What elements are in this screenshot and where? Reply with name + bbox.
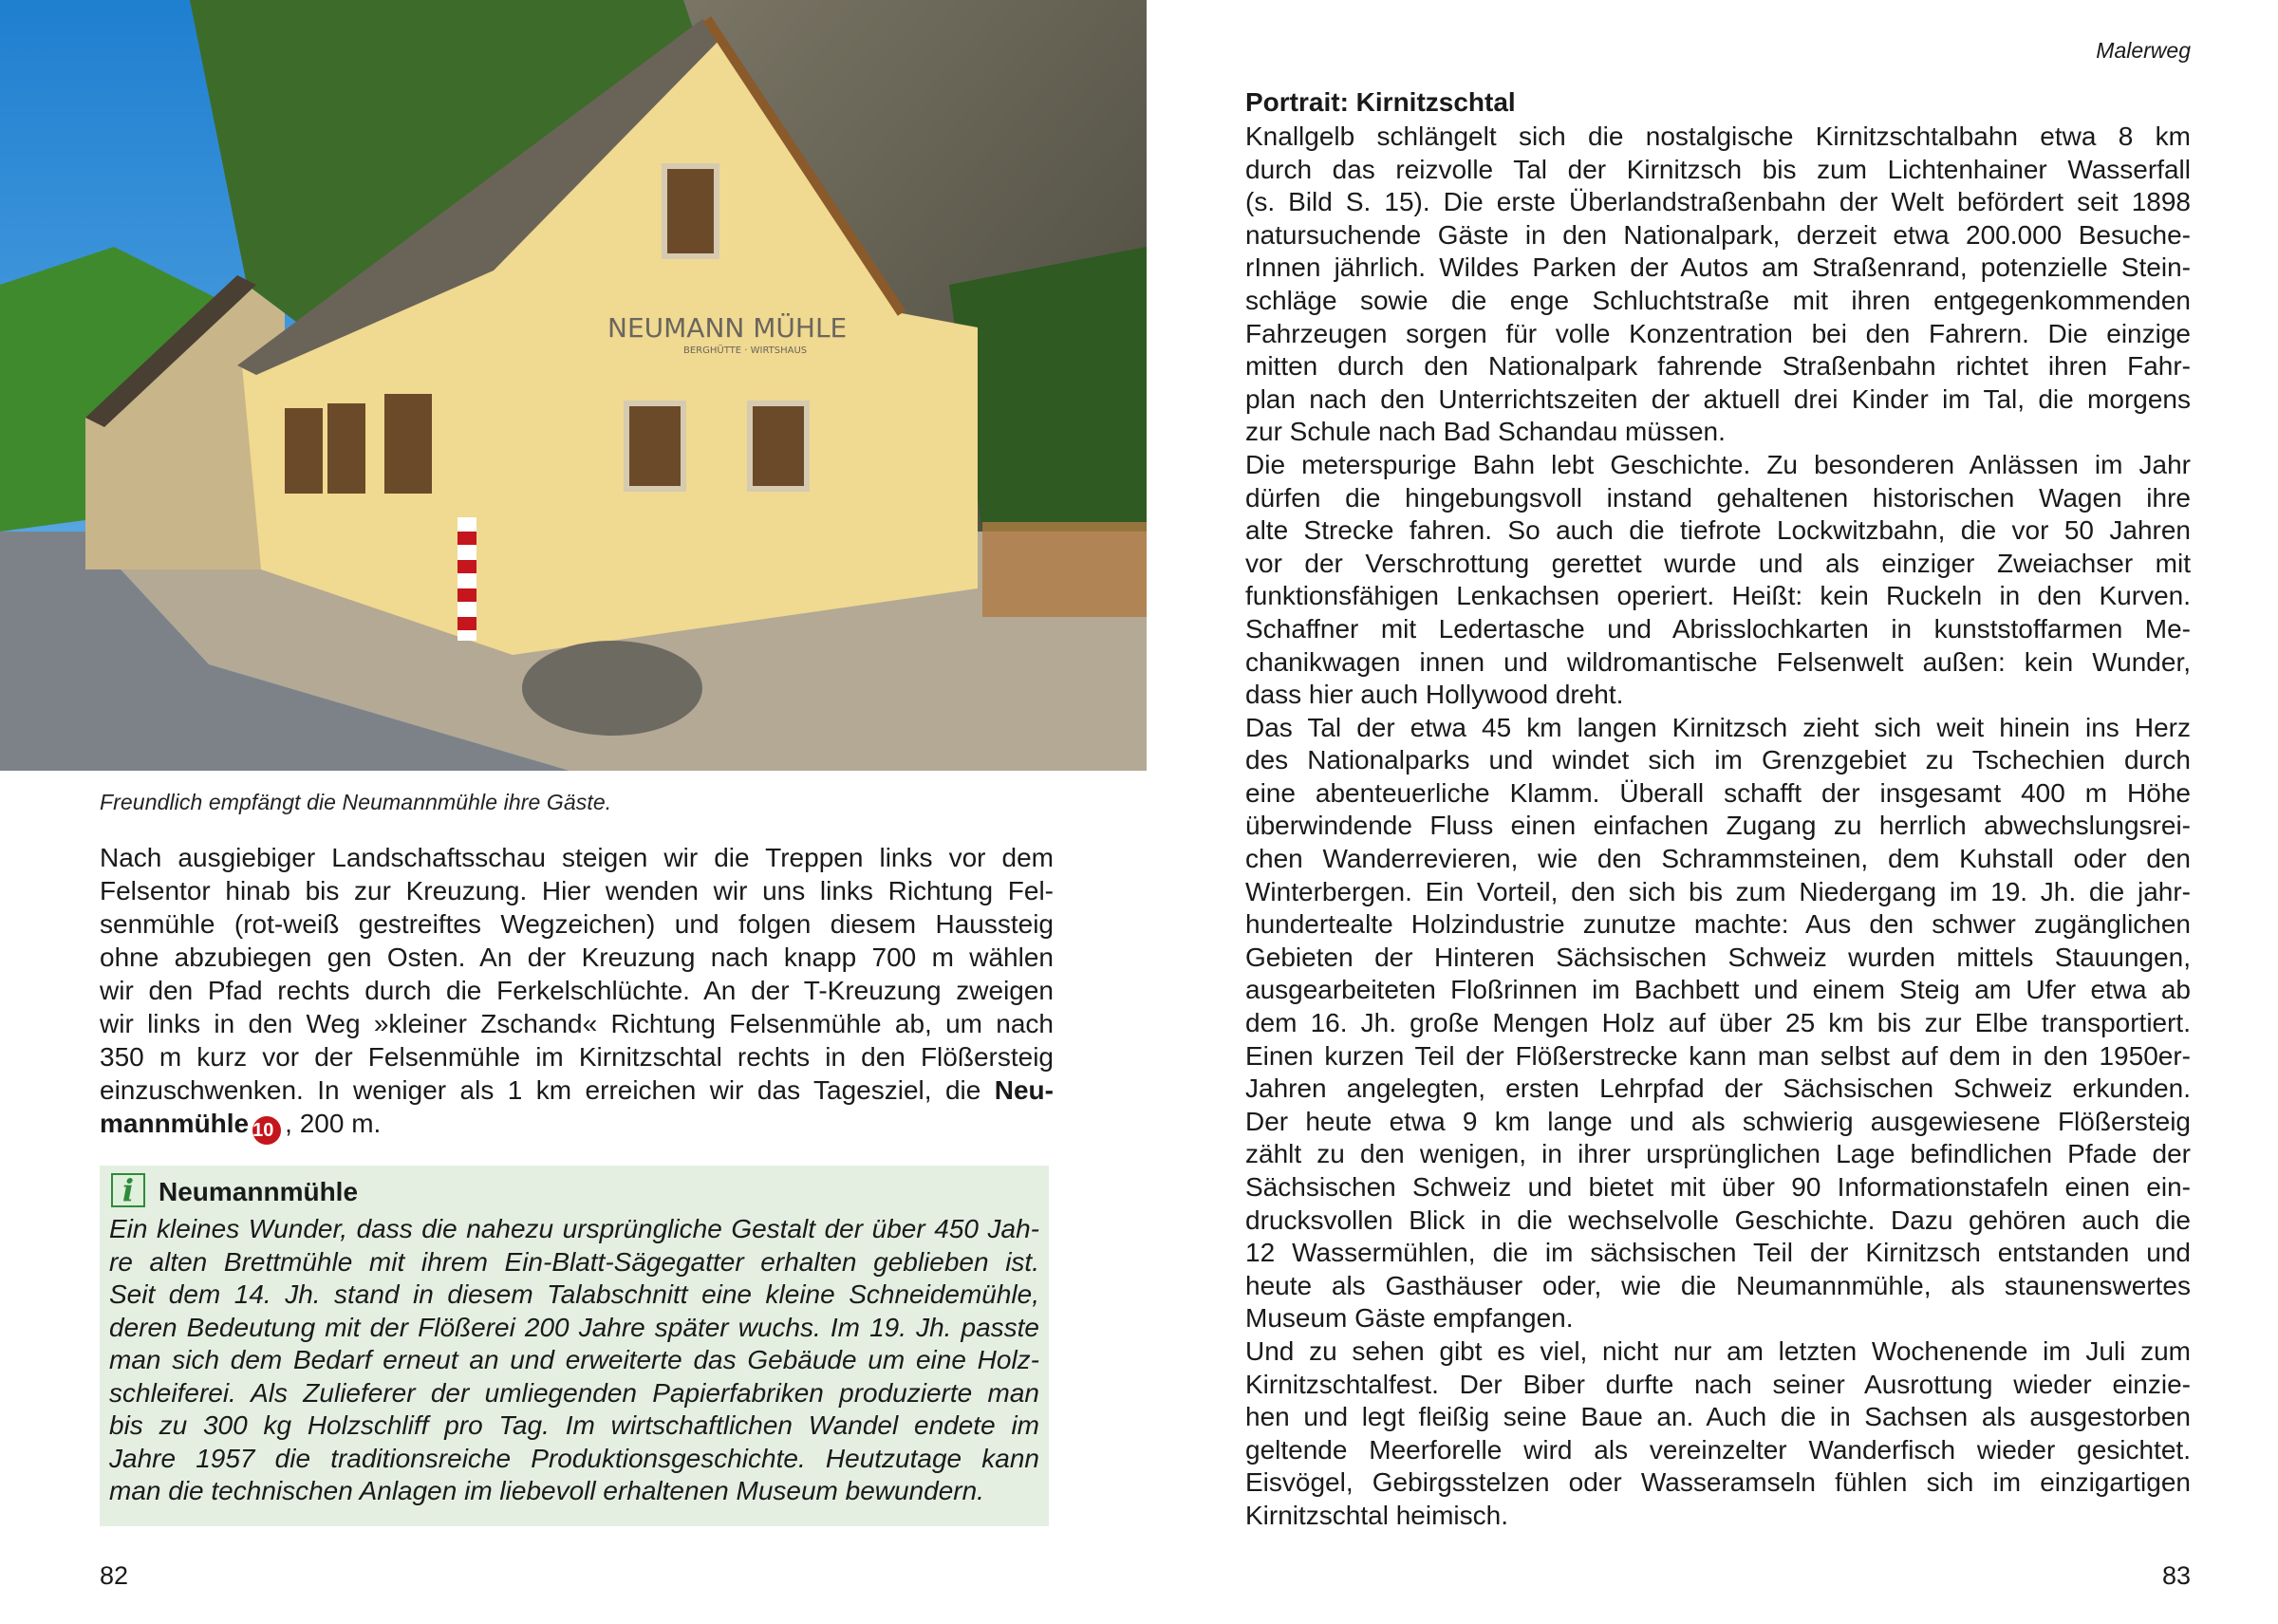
text-line: drucksvollen Blick in die wechselvolle Geschichte. Dazu gehören auch die bbox=[1245, 1204, 2191, 1235]
running-head: Malerweg bbox=[2096, 38, 2191, 63]
text-line: hen und legt fleißig seine Baue an. Auch die in Sachsen als ausgestorben bbox=[1245, 1402, 2191, 1432]
text-line: des Nationalparks und windet sich im Grenzgebiet zu Tschechien durch bbox=[1245, 745, 2191, 775]
text-line bbox=[100, 1107, 1054, 1145]
window bbox=[626, 403, 683, 489]
photo-neumannmuehle bbox=[0, 0, 1147, 771]
text-line: heute als Gasthäuser oder, wie die Neumannmühle, als staunenswertes bbox=[1245, 1270, 2191, 1300]
text-line: Nach ausgiebiger Landschaftsschau steigen wir die Treppen links vor dem bbox=[100, 843, 1054, 872]
text-line: Museum Gäste empfangen. bbox=[1245, 1303, 1574, 1334]
text-line: dass hier auch Hollywood dreht. bbox=[1245, 680, 1624, 710]
text-line: 350 m kurz vor der Felsenmühle im Kirnitzschtal rechts in den Flößersteig bbox=[100, 1042, 1054, 1072]
post-stripe bbox=[457, 532, 476, 545]
text-line: Seit dem 14. Jh. stand in diesem Talabschnitt eine kleine Schneidemühle, bbox=[109, 1279, 1039, 1309]
sign-subtext: BERGHÜTTE · WIRTSHAUS bbox=[683, 345, 808, 356]
text-line: Einen kurzen Teil der Flößerstrecke kann man selbst auf dem in den 1950er- bbox=[1245, 1040, 2191, 1071]
window bbox=[750, 403, 807, 489]
text-line: Winterbergen. Ein Vorteil, den sich bis zum Niedergang im 19. Jh. die jahr- bbox=[1245, 876, 2191, 906]
text-line: Gebieten der Hinteren Sächsischen Schweiz wurden mittels Stauungen, bbox=[1245, 942, 2191, 972]
section-heading: Portrait: Kirnitzschtal bbox=[1245, 87, 1516, 117]
text-line: plan nach den Unterrichtszeiten der aktuell drei Kinder im Tal, die morgens bbox=[1245, 383, 2191, 414]
text-line: Jahren angelegten, ersten Lehrpfad der Sächsischen Schweiz erkunden. bbox=[1245, 1073, 2191, 1104]
waypoint-marker: 10 bbox=[252, 1116, 281, 1145]
text-line: chanikwagen innen und wildromantische Felsenwelt außen: kein Wunder, bbox=[1245, 646, 2191, 677]
text-line: Sächsischen Schweiz und bietet mit über 90 Informationstafeln einen ein- bbox=[1245, 1172, 2191, 1202]
text-line: (s. Bild S. 15). Die erste Überlandstraßenbahn der Welt befördert seit 1898 bbox=[1245, 187, 2191, 217]
post-stripe bbox=[457, 617, 476, 630]
text-line: alte Strecke fahren. So auch die tiefrote Lockwitzbahn, die vor 50 Jahren bbox=[1245, 515, 2191, 546]
text-line: Der heute etwa 9 km lange und als schwierig ausgewiesene Flößersteig bbox=[1245, 1106, 2191, 1136]
text-line: 12 Wassermühlen, die im sächsischen Teil der Kirnitzsch entstanden und bbox=[1245, 1238, 2191, 1268]
destination-name: mannmühle bbox=[100, 1109, 250, 1138]
text-line: hundertealte Holzindustrie zunutze machte: Aus den schwer zugänglichen bbox=[1245, 909, 2191, 940]
text-line: re alten Brettmühle mit ihrem Ein-Blatt-Sägegatter erhalten geblieben ist. bbox=[109, 1246, 1039, 1277]
photo-illustration bbox=[0, 0, 1147, 771]
text-line: Jahre 1957 die traditionsreiche Produktionsgeschichte. Heutzutage kann bbox=[109, 1443, 1039, 1473]
text-line: deren Bedeutung mit der Flößerei 200 Jahre später wuchs. Im 19. Jh. passte bbox=[109, 1312, 1039, 1342]
text-line: man die technischen Anlagen im liebevoll erhaltenen Museum bewundern. bbox=[109, 1476, 984, 1505]
text-line: überwindende Fluss einen einfachen Zugang zu herrlich abwechslungsrei- bbox=[1245, 811, 2191, 841]
post-stripe bbox=[457, 560, 476, 573]
text-line: ausgearbeiteten Floßrinnen im Bachbett und einem Steig am Ufer etwa ab bbox=[1245, 975, 2191, 1005]
boulder bbox=[522, 641, 702, 736]
text-line: wir links in den Weg »kleiner Zschand« Richtung Felsenmühle ab, um nach bbox=[100, 1009, 1054, 1038]
text-line: Felsentor hinab bis zur Kreuzung. Hier wenden wir uns links Richtung Fel- bbox=[100, 876, 1054, 905]
route-description bbox=[100, 841, 1054, 1145]
text-line: durch das reizvolle Tal der Kirnitzsch bis zum Lichtenhainer Wasserfall bbox=[1245, 154, 2191, 184]
text-line: Die meterspurige Bahn lebt Geschichte. Zu besonderen Anlässen im Jahr bbox=[1245, 449, 2191, 479]
portrait-text bbox=[1245, 121, 2191, 1533]
sign-text: NEUMANN MÜHLE bbox=[607, 312, 848, 344]
text-fragment: , 200 m. bbox=[285, 1109, 382, 1138]
text-line: wir den Pfad rechts durch die Ferkelschlüchte. An der T-Kreuzung zweigen bbox=[100, 976, 1054, 1005]
text-line: dem 16. Jh. große Mengen Holz auf über 25 km bis zur Elbe transportiert. bbox=[1245, 1008, 2191, 1038]
text-line: ohne abzubiegen gen Osten. An der Kreuzung nach knapp 700 m wählen bbox=[100, 943, 1054, 972]
fence bbox=[982, 522, 1147, 617]
info-box-title: Neumannmühle bbox=[159, 1177, 359, 1206]
text-line: zur Schule nach Bad Schandau müssen. bbox=[1245, 417, 1726, 447]
text-line: funktionsfähigen Lenkachsen operiert. Heißt: kein Ruckeln in den Kurven. bbox=[1245, 581, 2191, 611]
text-line: natursuchende Gäste in den Nationalpark, derzeit etwa 200.000 Besuche- bbox=[1245, 219, 2191, 250]
text-line: chen Wanderrevieren, wie den Schrammsteinen, dem Kuhstall oder den bbox=[1245, 844, 2191, 874]
window bbox=[664, 166, 717, 256]
text-line: schleiferei. Als Zulieferer der umliegenden Papierfabriken produzierte man bbox=[109, 1377, 1039, 1408]
text-line: schläge sowie die enge Schluchtstraße mit ihren entgegenkommenden bbox=[1245, 285, 2191, 315]
info-box-text bbox=[109, 1213, 1039, 1508]
text-line: bis zu 300 kg Holzschliff pro Tag. Im wirtschaftlichen Wandel endete im bbox=[109, 1410, 1039, 1440]
text-line: Das Tal der etwa 45 km langen Kirnitzsch zieht sich weit hinein ins Herz bbox=[1245, 712, 2191, 742]
text-line: Kirnitzschtalfest. Der Biber durfte nach seiner Ausrottung wieder einzie- bbox=[1245, 1369, 2191, 1399]
text-line: eine abenteuerliche Klamm. Überall schafft der insgesamt 400 m Höhe bbox=[1245, 777, 2191, 808]
text-line: Schaffner mit Ledertasche und Abrisslochkarten in kunststoffarmen Me- bbox=[1245, 613, 2191, 644]
window bbox=[384, 394, 432, 494]
page-number-left: 82 bbox=[100, 1561, 129, 1590]
window bbox=[327, 403, 365, 494]
text-fragment: einzuschwenken. In weniger als 1 km erreichen wir das Tagesziel, die bbox=[100, 1075, 995, 1105]
text-line: Ein kleines Wunder, dass die nahezu ursprüngliche Gestalt der über 450 Jah- bbox=[109, 1214, 1039, 1243]
window bbox=[285, 408, 323, 494]
photo-caption: Freundlich empfängt die Neumannmühle ihre Gäste. bbox=[100, 790, 612, 814]
text-line: geltende Meerforelle wird als vereinzelter Wanderfisch wieder gesichtet. bbox=[1245, 1434, 2191, 1465]
text-line: Fahrzeugen sorgen für volle Konzentration bei den Fahrern. Die einzige bbox=[1245, 318, 2191, 348]
text-line: zählt zu den wenigen, in ihrer ursprünglichen Lage befindlichen Pfade der bbox=[1245, 1139, 2191, 1169]
text-line: vor der Verschrottung gerettet wurde und als einziger Zweiachser mit bbox=[1245, 548, 2191, 578]
page-number-right: 83 bbox=[2161, 1561, 2191, 1590]
text-line: Kirnitzschtal heimisch. bbox=[1245, 1500, 1508, 1530]
info-box bbox=[100, 1166, 1049, 1526]
text-line: man sich dem Bedarf erneut an und erweiterte das Gebäude um eine Holz- bbox=[109, 1345, 1039, 1374]
text-line: Und zu sehen gibt es viel, nicht nur am letzten Wochenende im Juli zum bbox=[1245, 1335, 2191, 1366]
text-line: senmühle (rot-weiß gestreiftes Wegzeichen) und folgen diesem Haussteig bbox=[100, 909, 1054, 939]
post-stripe bbox=[457, 588, 476, 602]
text-line: rInnen jährlich. Wildes Parken der Autos am Straßenrand, potenzielle Stein- bbox=[1245, 252, 2191, 283]
text-line: Eisvögel, Gebirgsstelzen oder Wasseramseln fühlen sich im einzigartigen bbox=[1245, 1467, 2191, 1498]
text-line: mitten durch den Nationalpark fahrende Straßenbahn richtet ihren Fahr- bbox=[1245, 351, 2191, 382]
text-line: dürfen die hingebungsvoll instand gehaltenen historischen Wagen ihre bbox=[1245, 482, 2191, 513]
text-line bbox=[100, 1073, 1054, 1107]
info-icon: i bbox=[111, 1173, 145, 1207]
text-line: Knallgelb schlängelt sich die nostalgische Kirnitzschtalbahn etwa 8 km bbox=[1245, 121, 2191, 151]
destination-name: Neu- bbox=[994, 1075, 1054, 1105]
